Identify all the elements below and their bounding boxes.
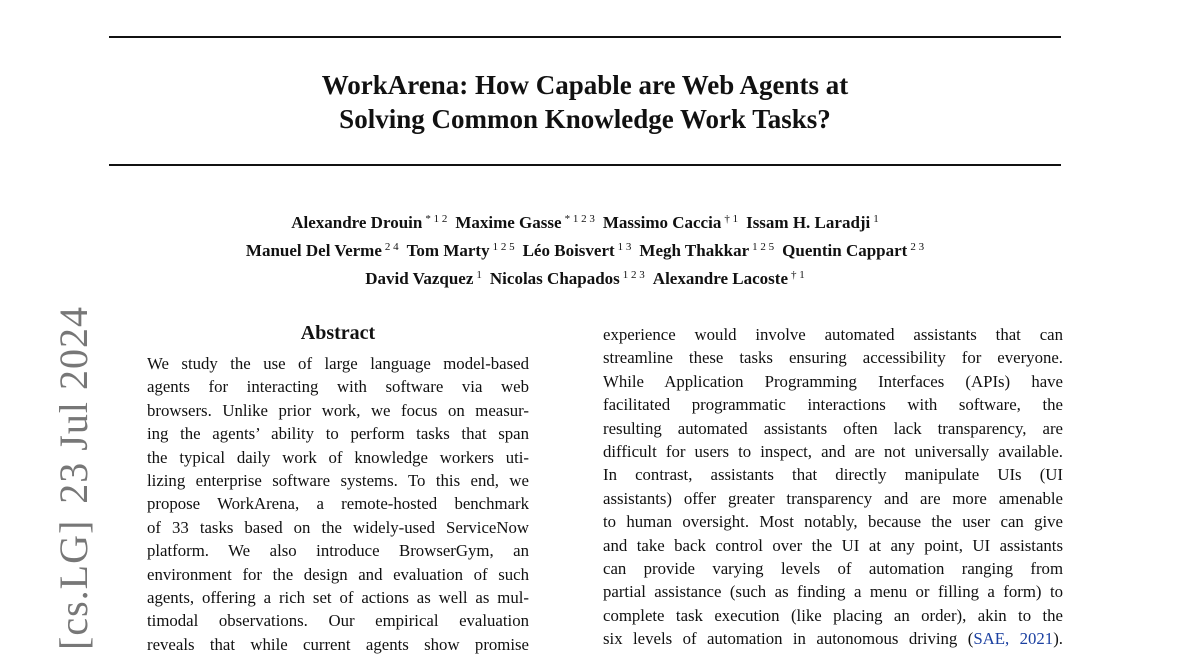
author — [407, 241, 515, 260]
intro-line: experience would involve automated assistants that can — [603, 325, 1063, 344]
author-affiliation: 2 4 — [384, 241, 399, 253]
title-bottom-rule — [109, 164, 1061, 166]
intro-line: partial assistance (such as finding a menu or filling a form) to — [603, 582, 1063, 602]
author-affiliation: 2 3 — [910, 241, 925, 253]
author-name: Léo Boisvert — [522, 241, 615, 260]
author — [455, 213, 594, 232]
author — [523, 241, 632, 260]
intro-line: facilitated programmatic interactions with software, the — [603, 395, 1063, 415]
author-affiliation: 1 3 — [617, 241, 632, 253]
introduction-body — [603, 323, 1063, 651]
abstract-line: environment for the design and evaluation of such — [147, 564, 529, 584]
author-line — [109, 235, 1061, 263]
arxiv-sidebar — [20, 306, 96, 660]
intro-text: six levels of automation in autonomous driving ( — [603, 629, 974, 649]
intro-line: difficult for users to inspect, and are not universally available. — [603, 442, 1063, 462]
author — [746, 213, 879, 232]
intro-line: assistants) offer greater transparency and are more amenable — [603, 488, 1063, 508]
author-name: Nicolas Chapados — [489, 269, 620, 288]
author-name: Massimo Caccia — [602, 213, 722, 232]
abstract-line: lizing enterprise software systems. To this end, we — [147, 471, 529, 491]
abstract-line: platform. We also introduce BrowserGym, an — [147, 541, 529, 561]
title-line: WorkArena: How Capable are Web Agents at — [321, 70, 849, 100]
author-affiliation: 1 — [873, 213, 879, 225]
author — [782, 241, 924, 260]
abstract-line: agents, offering a rich set of actions as well as mul- — [147, 588, 529, 608]
arxiv-date: 23 Jul 2024 — [51, 306, 96, 504]
title-top-rule — [109, 36, 1061, 38]
author — [490, 269, 645, 288]
author-name: Megh Thakkar — [639, 241, 750, 260]
author-name: David Vazquez — [365, 269, 474, 288]
abstract-line: We study the use of large language model-based — [147, 354, 529, 373]
intro-line: can provide varying levels of automation ranging from — [603, 559, 1063, 579]
abstract-line: timodal observations. Our empirical evaluation — [147, 611, 529, 631]
author — [246, 241, 399, 260]
abstract-line: reveals that while current agents show promise — [147, 634, 529, 654]
author-affiliation: † 1 — [791, 269, 805, 281]
intro-line: resulting automated assistants often lack transparency, are — [603, 418, 1063, 438]
arxiv-category: [cs.LG] — [51, 519, 96, 650]
intro-line: streamline these tasks ensuring accessibility for everyone. — [603, 348, 1063, 368]
citation-link[interactable]: SAE, 2021 — [973, 629, 1054, 649]
author-list — [109, 207, 1061, 291]
author-name: Issam H. Laradji — [746, 213, 871, 232]
abstract-heading: Abstract — [300, 322, 376, 344]
intro-text: ). — [1053, 629, 1063, 649]
intro-line — [603, 627, 1063, 650]
author — [291, 213, 447, 232]
abstract-line: browsers. Unlike prior work, we focus on measur- — [147, 400, 529, 420]
author — [653, 269, 805, 288]
author-affiliation: 1 2 5 — [492, 241, 515, 253]
author-affiliation: 1 2 5 — [752, 241, 775, 253]
intro-line: While Application Programming Interfaces (APIs) have — [603, 371, 1063, 391]
abstract-line: agents for interacting with software via web — [147, 377, 529, 397]
author-name: Alexandre Drouin — [291, 213, 423, 232]
title-line: Solving Common Knowledge Work Tasks? — [339, 104, 831, 134]
abstract-body — [147, 352, 529, 656]
author-affiliation: 1 — [476, 269, 482, 281]
arxiv-identifier — [50, 290, 97, 650]
author-name: Maxime Gasse — [455, 213, 562, 232]
author-name: Alexandre Lacoste — [652, 269, 788, 288]
intro-line: to human oversight. Most notably, because the user can give — [603, 512, 1063, 532]
author-line — [109, 263, 1061, 291]
author-affiliation: † 1 — [724, 213, 739, 225]
author — [639, 241, 774, 260]
abstract-line: of 33 tasks based on the widely-used ServiceNow — [147, 517, 529, 537]
abstract-line: propose WorkArena, a remote-hosted benchmark — [147, 494, 529, 514]
intro-line: and take back control over the UI at any point, UI assistants — [603, 535, 1063, 555]
intro-line: complete task execution (like placing an order), akin to the — [603, 605, 1063, 625]
author-name: Tom Marty — [406, 241, 490, 260]
author-name: Quentin Cappart — [782, 241, 908, 260]
abstract-line: the typical daily work of knowledge workers uti- — [147, 447, 529, 467]
paper-title — [109, 68, 1061, 136]
author-affiliation: 1 2 3 — [622, 269, 645, 281]
author-name: Manuel Del Verme — [245, 241, 382, 260]
author-affiliation: * 1 2 — [425, 213, 448, 225]
author — [365, 269, 482, 288]
author-affiliation: * 1 2 3 — [564, 213, 595, 225]
intro-line: In contrast, assistants that directly manipulate UIs (UI — [603, 465, 1063, 485]
author-line — [109, 207, 1061, 235]
abstract-line: ing the agents’ ability to perform tasks that span — [147, 424, 529, 444]
author — [603, 213, 738, 232]
